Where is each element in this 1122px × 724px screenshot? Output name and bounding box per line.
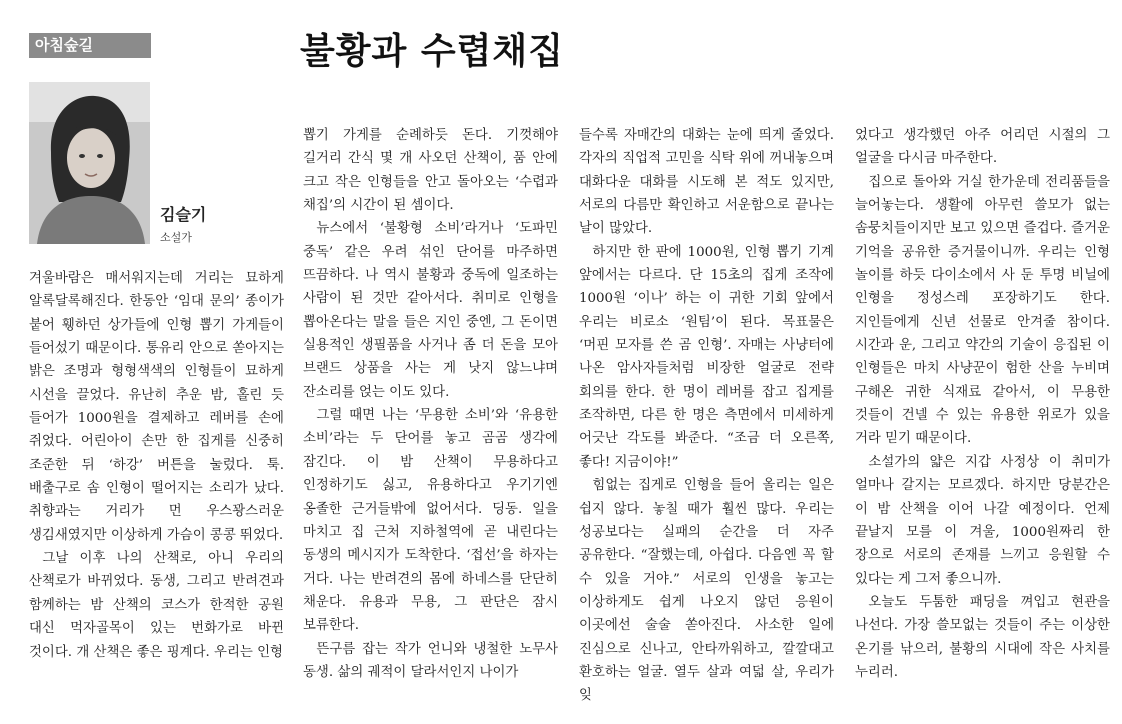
- paragraph: 하지만 한 판에 1000원, 인형 뽑기 기계 앞에서는 다르다. 단 15초의 집게 조작에 1000원 ‘이나’ 하는 이 귀한 기회 앞에서 우리는 비로소 ‘원팀’이 된다. 목표물은 ‘머핀 모자를 쓴 곰 인형’. 자매는 사냥터에 나온 암사자들처럼 비장한 얼굴로 전략 회의를 한다. 한 명이 레버를 잡고 집게를 조작하면, 다른 한 명은 측면에서 미세하게 어긋난 각도를 봐준다. “조금 더 오른쪽, 좋다! 지금이야!”: [579, 244, 834, 470]
- paragraph: 겨울바람은 매서워지는데 거리는 묘하게 알록달록해진다. 한동안 ‘임대 문의’ 종이가 붙어 휑하던 상가들에 인형 뽑기 가게들이 들어섰기 때문이다. 통유리 안으로 쏟아지는 밝은 조명과 형형색색의 인형들이 묘하게 시선을 끌었다. 유난히 추운 밤, 홀린 듯 들어가 1000원을 결제하고 레버를 손에 쥐었다. 어린아이 손만 한 집게를 신중히 조준한 뒤 ‘하강’ 버튼을 눌렀다. 툭. 배출구로 솜 인형이 떨어지는 소리가 났다. 취향과는 거리가 먼 우스꽝스러운 생김새였지만 이상하게 가슴이 콩콩 뛰었다.: [29, 271, 284, 543]
- paragraph: 었다고 생각했던 아주 어리던 시절의 그 얼굴을 다시금 마주한다.: [855, 128, 1110, 167]
- article-column-3: [579, 124, 834, 708]
- paragraph: 뉴스에서 ‘불황형 소비’라거나 ‘도파민 중독’ 같은 우려 섞인 단어를 마주하면 뜨끔하다. 나 역시 불황과 중독에 일조하는 사람이 된 것만 같아서다. 취미로 인형을 뽑아온다는 말을 들은 지인 중엔, 그 돈이면 실용적인 생필품을 사거나 좀 더 돈을 모아 브랜드 상품을 사는 게 낫지 않느냐며 잔소리를 얹는 이도 있다.: [303, 221, 558, 400]
- article-column-4: [855, 124, 1110, 684]
- section-label: 아침숲길: [29, 33, 151, 58]
- paragraph: 그날 이후 나의 산책로, 아니 우리의 산책로가 바뀌었다. 동생, 그리고 반려견과 함께하는 밤 산책의 코스가 한적한 공원 대신 먹자골목이 있는 번화가로 바뀐 것이다. 개 산책은 좋은 핑계다. 우리는 인형: [29, 551, 284, 660]
- headline: 불황과 수렵채집: [300, 31, 564, 72]
- paragraph: 뜬구름 잡는 작가 언니와 냉철한 노무사 동생. 삶의 궤적이 달라서인지 나이가: [303, 641, 558, 680]
- author-role: 소설가: [160, 231, 192, 244]
- paragraph: 힘없는 집게로 인형을 들어 올리는 일은 쉽지 않다. 놓칠 때가 훨씬 많다. 우리는 성공보다는 실패의 순간을 더 자주 공유한다. “잘했는데, 아쉽다. 다음엔 꼭 할 수 있을 거야.” 서로의 인생을 놓고는 이상하게도 쉽게 나오지 않던 응원이 이곳에선 술술 쏟아진다. 사소한 일에 진심으로 신나고, 안타까워하고, 깔깔대고 환호하는 얼굴. 열두 살과 여덟 살, 우리가 잊: [579, 478, 834, 704]
- paragraph: 뽑기 가게를 순례하듯 돈다. 기껏해야 길거리 간식 몇 개 사오던 산책이, 품 안에 크고 작은 인형들을 안고 돌아오는 ‘수렵과 채집’의 시간이 된 셈이다.: [303, 128, 558, 214]
- paragraph: 그럴 때면 나는 ‘무용한 소비’와 ‘유용한 소비’라는 두 단어를 놓고 곰곰 생각에 잠긴다. 이 밤 산책이 무용하다고 인정하기도 싫고, 유용하다고 우기기엔 옹졸한 근거들밖에 없어서다. 딩동. 일을 마치고 집 근처 지하철역에 곧 내린다는 동생의 메시지가 도착한다. ‘접선’을 하자는 거다. 나는 반려견의 몸에 하네스를 단단히 채운다. 유용과 무용, 그 판단은 잠시 보류한다.: [303, 408, 558, 634]
- paragraph: 소설가의 얇은 지갑 사정상 이 취미가 얼마나 갈지는 모르겠다. 하지만 당분간은 이 밤 산책을 이어 나갈 예정이다. 언제 끝날지 모를 이 겨울, 1000원짜리 한 장으로 서로의 존재를 느끼고 응원할 수 있다는 게 그저 좋으니까.: [855, 454, 1110, 587]
- author-photo: [29, 82, 150, 244]
- article-column-2: [303, 124, 558, 684]
- paragraph: 집으로 돌아와 거실 한가운데 전리품들을 늘어놓는다. 생활에 아무런 쓸모가 없는 솜뭉치들이지만 보고 있으면 즐겁다. 즐거운 기억을 공유한 증거물이니까. 우리는 인형 놀이를 하듯 다이소에서 사 둔 투명 비닐에 인형을 정성스레 포장하기도 한다. 지인들에게 신년 선물로 안겨줄 참이다. 시간과 운, 그리고 약간의 기술이 응집된 이 인형들은 마치 사냥꾼이 험한 산을 누비며 구해온 귀한 식재료 같아서, 이 무용한 것들이 건넬 수 있는 유용한 위로가 있을 거라 믿기 때문이다.: [855, 174, 1110, 447]
- article-column-1: [29, 267, 284, 664]
- paragraph: 들수록 자매간의 대화는 눈에 띄게 줄었다. 각자의 직업적 고민을 식탁 위에 꺼내놓으며 대화다운 대화를 시도해 본 적도 있지만, 서로의 다름만 확인하고 서운함으로 끝나는 날이 많았다.: [579, 128, 834, 237]
- author-name: 김슬기: [160, 205, 207, 224]
- paragraph: 오늘도 두툼한 패딩을 껴입고 현관을 나선다. 가장 쓸모없는 것들이 주는 이상한 온기를 낚으러, 불황의 시대에 작은 사치를 누리러.: [855, 594, 1110, 680]
